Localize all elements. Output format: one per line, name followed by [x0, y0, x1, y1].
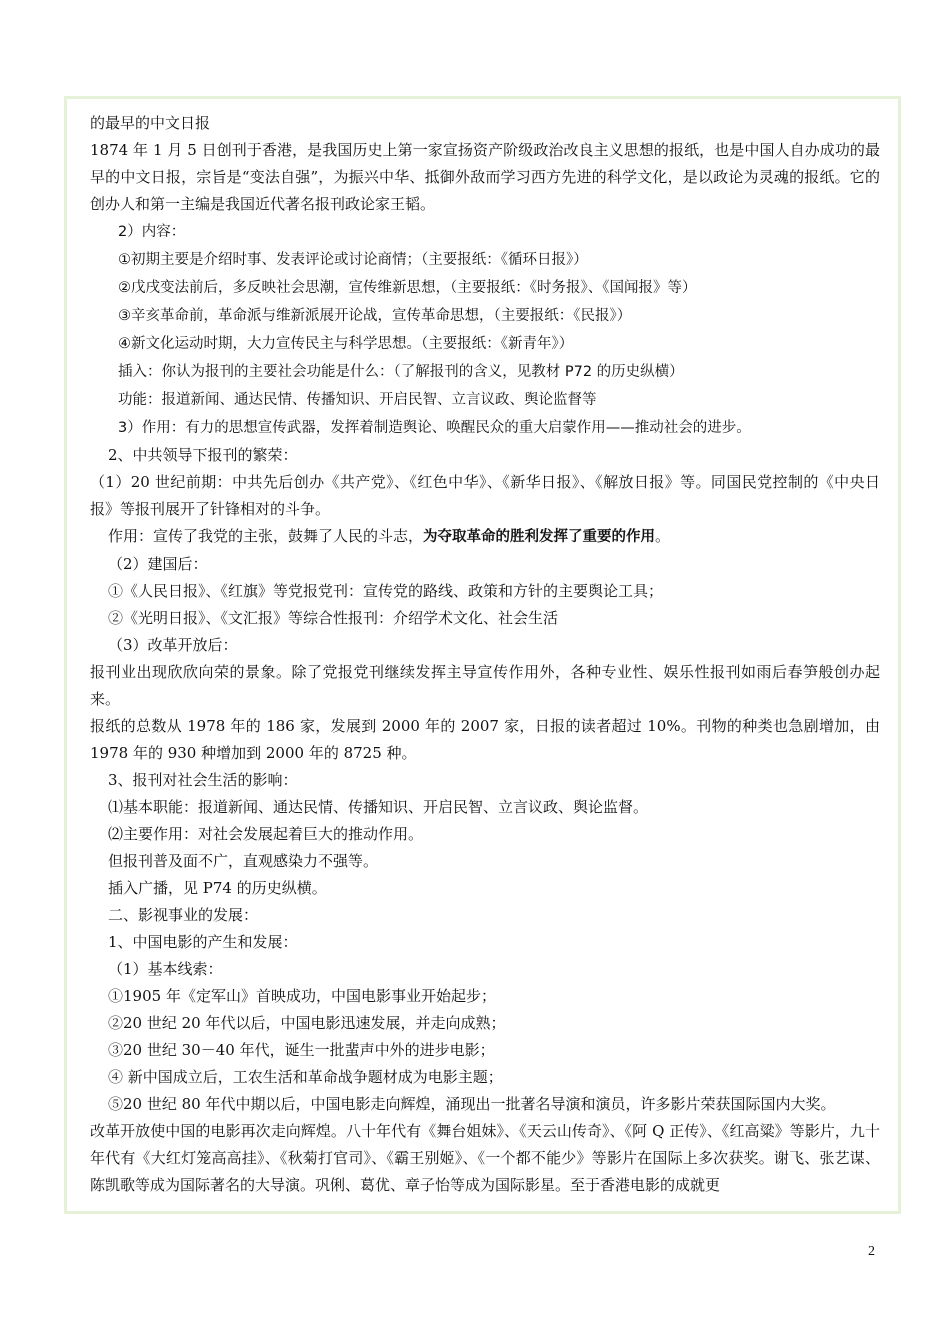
text-line: ⑵主要作用：对社会发展起着巨大的推动作用。: [108, 825, 424, 843]
document-body: [90, 110, 880, 1199]
paragraph: 报纸的总数从 1978 年的 186 家，发展到 2000 年的 2007 家，日报的读者超过 10%。刊物的种类也急剧增加，由 1978 年的 930 种增加到 2000 年的 8725 种。: [90, 717, 880, 762]
text-line: （3）改革开放后：: [108, 636, 238, 654]
text-line: ②戊戌变法前后，多反映社会思潮，宣传维新思想，（主要报纸：《时务报》、《国闻报》等）: [118, 280, 697, 296]
text-line: ①1905 年《定军山》首映成功，中国电影事业开始起步；: [108, 987, 496, 1005]
text-line: 3）作用：有力的思想宣传武器，发挥着制造舆论、唤醒民众的重大启蒙作用——推动社会的进步。: [118, 420, 751, 436]
text-span: 。: [655, 527, 671, 545]
section-heading: 二、影视事业的发展：: [108, 906, 259, 924]
text-line: 但报刊普及面不广，直观感染力不强等。: [108, 852, 379, 870]
text-line: 的最早的中文日报: [90, 114, 211, 132]
paragraph: 改革开放使中国的电影再次走向辉煌。八十年代有《舞台姐妹》、《天云山传奇》、《阿 Q 正传》、《红高粱》等影片，九十年代有《大红灯笼高高挂》、《秋菊打官司》、《霸王别姬》、《一个都不能少》等影片在国际上多次获奖。谢飞、张艺谋、陈凯歌等成为国际著名的大导演。巩俐、葛优、章子怡等成为国际影星。至于香港电影的成就更: [90, 1122, 880, 1194]
page-number: 2: [868, 1244, 875, 1259]
text-line: ③20 世纪 30－40 年代，诞生一批蜚声中外的进步电影；: [108, 1041, 495, 1059]
text-line: 2）内容：: [118, 224, 186, 240]
text-line: 功能：报道新闻、通达民情、传播知识、开启民智、立言议政、舆论监督等: [118, 392, 597, 408]
text-line: 插入：你认为报刊的主要社会功能是什么：（了解报刊的含义，见教材 P72 的历史纵横）: [118, 364, 684, 380]
text-line: ①初期主要是介绍时事、发表评论或讨论商情；（主要报纸：《循环日报》）: [118, 252, 588, 268]
text-line: ①《人民日报》、《红旗》等党报党刊：宣传党的路线、政策和方针的主要舆论工具；: [108, 582, 664, 600]
text-line: ②《光明日报》、《文汇报》等综合性报刊：介绍学术文化、社会生活: [108, 609, 559, 627]
content-section: [90, 218, 880, 442]
text-line: （1）基本线索：: [108, 960, 223, 978]
text-line: ⑴基本职能：报道新闻、通达民情、传播知识、开启民智、立言议政、舆论监督。: [108, 798, 649, 816]
text-line: [90, 523, 880, 551]
section-heading: 2、中共领导下报刊的繁荣：: [108, 446, 298, 464]
text-line: （2）建国后：: [108, 555, 208, 573]
paragraph-text: （1）20 世纪前期：中共先后创办《共产党》、《红色中华》、《新华日报》、《解放日报》等。同国民党控制的《中央日报》等报刊展开了针锋相对的斗争。: [90, 473, 880, 518]
text-line: 插入广播，见 P74 的历史纵横。: [108, 879, 327, 897]
text-line: ⑤20 世纪 80 年代中期以后，中国电影走向辉煌，涌现出一批著名导演和演员，许多影片荣获国际国内大奖。: [108, 1095, 836, 1113]
paragraph: [90, 469, 880, 523]
section-heading: 3、报刊对社会生活的影响：: [108, 771, 298, 789]
section-heading: 1、中国电影的产生和发展：: [108, 933, 298, 951]
text-line: ④新文化运动时期，大力宣传民主与科学思想。（主要报纸：《新青年》）: [118, 336, 574, 352]
text-line: ③辛亥革命前，革命派与维新派展开论战，宣传革命思想，（主要报纸：《民报》）: [118, 308, 632, 324]
paragraph: 1874 年 1 月 5 日创刊于香港，是我国历史上第一家宣扬资产阶级政治改良主义思想的报纸，也是中国人自办成功的最早的中文日报，宗旨是“变法自强”，为振兴中华、抵御外敌而学习西方先进的科学文化，是以政论为灵魂的报纸。它的创办人和第一主编是我国近代著名报刊政论家王韬。: [90, 141, 880, 213]
text-line: ②20 世纪 20 年代以后，中国电影迅速发展，并走向成熟；: [108, 1014, 506, 1032]
paragraph: 报刊业出现欣欣向荣的景象。除了党报党刊继续发挥主导宣传作用外，各种专业性、娱乐性报刊如雨后春笋般创办起来。: [90, 663, 880, 708]
bold-text: 为夺取革命的胜利发挥了重要的作用: [423, 529, 656, 545]
text-line: ④ 新中国成立后，工农生活和革命战争题材成为电影主题；: [108, 1068, 503, 1086]
text-span: 作用：宣传了我党的主张，鼓舞了人民的斗志，: [108, 527, 424, 545]
